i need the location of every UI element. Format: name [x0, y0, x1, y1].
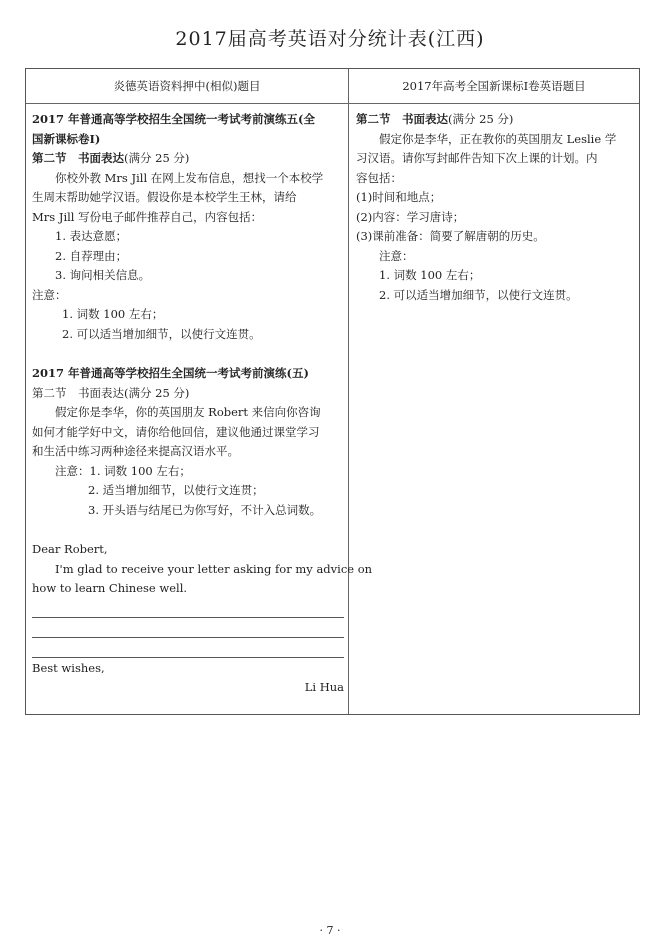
exam-a-section: [32, 149, 344, 169]
exam-a-note: 1. 词数 100 左右；: [62, 307, 164, 322]
exam-a-note-label: 注意：: [32, 287, 67, 302]
letter-closing: Best wishes,: [32, 660, 105, 675]
exam-body: 容包括：: [356, 170, 402, 185]
exam-b-body: 假定你是李华，你的英国朋友 Robert 来信向你咨询: [55, 405, 321, 420]
left-column: [32, 110, 373, 698]
exam-b-note: 注意：1. 词数 100 左右；: [55, 463, 191, 478]
letter-greeting: Dear Robert,: [32, 542, 108, 557]
page-number: · 7 ·: [319, 924, 341, 937]
exam-note-label: 注意：: [379, 248, 414, 263]
exam-a-title-cont: 国新课标卷Ⅰ): [32, 131, 101, 146]
exam-a-body: 生周末帮助她学汉语。假设你是本校学生王林，请给: [32, 190, 297, 205]
exam-a-body: Mrs Jill 写份电子邮件推荐自己，内容包括：: [32, 209, 263, 224]
exam-section: [356, 110, 634, 130]
right-column: [356, 110, 634, 305]
exam-b-note: 3. 开头语与结尾已为你写好，不计入总词数。: [88, 502, 322, 517]
answer-line: [32, 619, 344, 638]
exam-b-note: 2. 适当增加细节，以使行文连贯；: [88, 483, 264, 498]
answer-line: [32, 599, 344, 618]
exam-note: 1. 词数 100 左右；: [379, 268, 481, 283]
table-header-row: [26, 69, 639, 104]
exam-a-title: 2017 年普通高等学校招生全国统一考试考前演练五(全: [32, 112, 315, 126]
header-left: 炎德英语资料押中(相似)题目: [113, 79, 261, 93]
section-label: 第二节 书面表达: [356, 112, 448, 126]
document-title: 2017届高考英语对分统计表(江西): [175, 28, 485, 50]
header-right: 2017年高考全国新课标Ⅰ卷英语题目: [402, 79, 586, 93]
section-score: (满分 25 分): [124, 151, 190, 166]
exam-item: (1)时间和地点；: [356, 190, 442, 205]
letter-signature: Li Hua: [304, 680, 344, 695]
comparison-table: [25, 68, 640, 715]
exam-a-item: 2. 自荐理由；: [55, 248, 128, 263]
exam-a-item: 1. 表达意愿；: [55, 229, 128, 244]
exam-b-body: 和生活中练习两种途径来提高汉语水平。: [32, 444, 239, 459]
exam-item: (2)内容：学习唐诗；: [356, 209, 465, 224]
exam-item: (3)课前准备：简要了解唐朝的历史。: [356, 229, 545, 244]
letter-body: I'm glad to receive your letter asking for my advice on: [55, 561, 373, 576]
column-divider: [348, 69, 349, 714]
exam-a-item: 3. 询问相关信息。: [55, 268, 151, 283]
exam-a-body: 你校外教 Mrs Jill 在网上发布信息，想找一个本校学: [55, 170, 324, 185]
exam-b-title: 2017 年普通高等学校招生全国统一考试考前演练(五): [32, 366, 309, 381]
section-score: (满分 25 分): [448, 112, 514, 126]
exam-note: 2. 可以适当增加细节，以使行文连贯。: [379, 287, 578, 302]
answer-line: [32, 639, 344, 658]
exam-body: 习汉语。请你写封邮件告知下次上课的计划。内: [356, 151, 598, 166]
exam-body: 假定你是李华，正在教你的英国朋友 Leslie 学: [379, 131, 617, 146]
exam-b-section: 第二节 书面表达(满分 25 分): [32, 385, 190, 400]
exam-b-body: 如何才能学好中文，请你给他回信，建议他通过课堂学习: [32, 424, 320, 439]
letter-body: how to learn Chinese well.: [32, 581, 188, 596]
section-label: 第二节 书面表达: [32, 151, 124, 166]
exam-a-note: 2. 可以适当增加细节，以使行文连贯。: [62, 327, 261, 342]
